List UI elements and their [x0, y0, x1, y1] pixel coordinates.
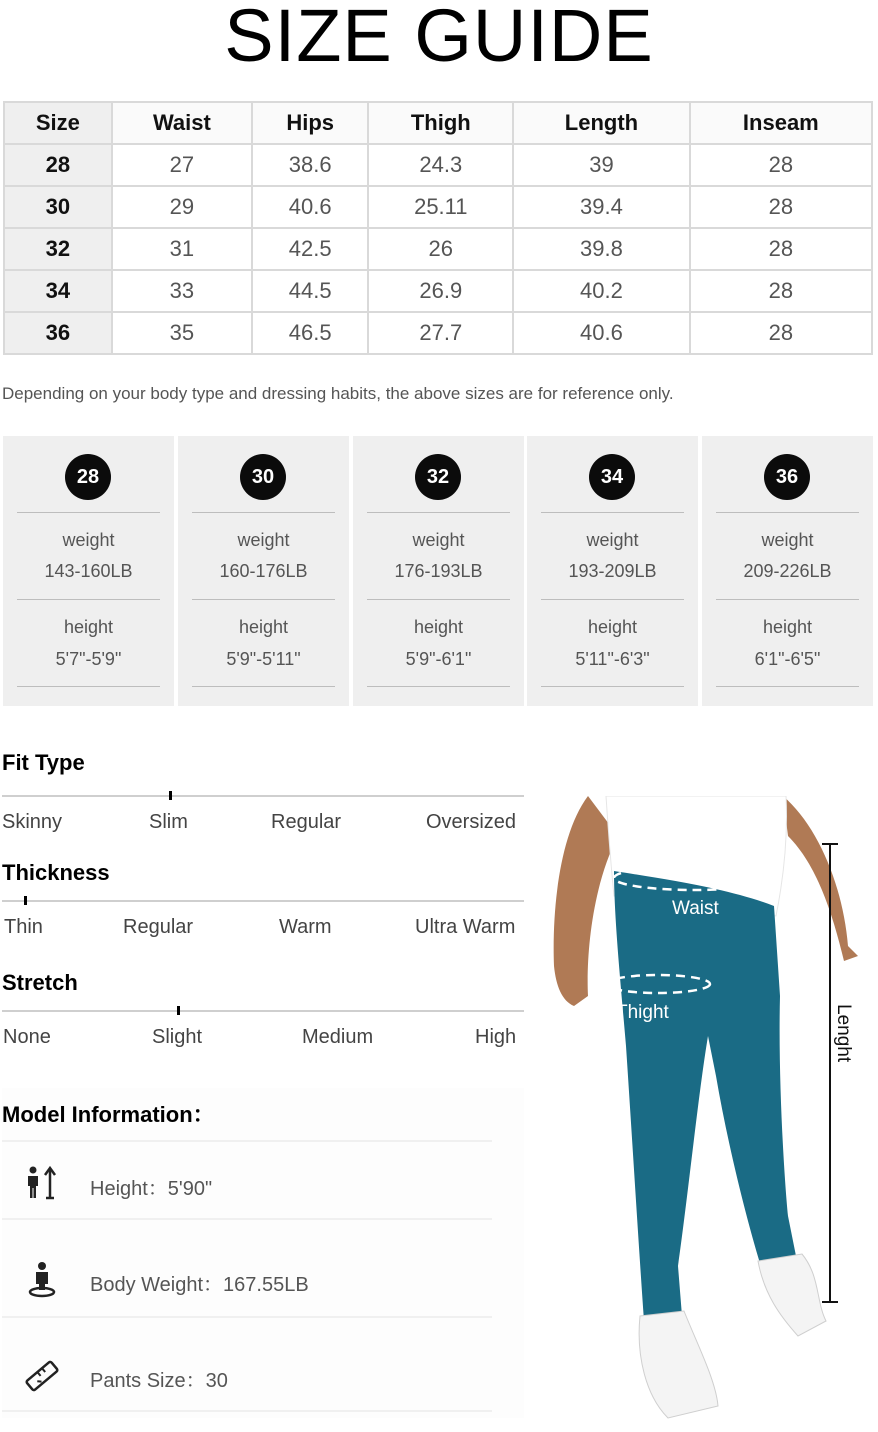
- right-arm: [783, 796, 858, 961]
- header-size: Size: [4, 102, 112, 144]
- table-cell: 29: [112, 186, 252, 228]
- stretch-marker: [177, 1006, 180, 1015]
- table-cell: 40.6: [513, 312, 689, 354]
- table-cell: 38.6: [252, 144, 368, 186]
- length-label: Lenght: [833, 1004, 854, 1063]
- thickness-option-warm: Warm: [279, 916, 332, 938]
- divider: [17, 512, 160, 513]
- table-cell: 31: [112, 228, 252, 270]
- size-card-34: [527, 436, 698, 706]
- size-cards: [3, 436, 875, 706]
- model-pants-size: Pants Size：30: [90, 1370, 228, 1392]
- pants: [614, 871, 798, 1321]
- thickness-option-thin: Thin: [4, 916, 43, 938]
- table-cell: 25.11: [368, 186, 513, 228]
- size-card-36: [702, 436, 873, 706]
- fit-option-regular: Regular: [271, 811, 342, 833]
- table-cell: 42.5: [252, 228, 368, 270]
- divider: [716, 686, 859, 687]
- fit-type-scale: [2, 795, 524, 797]
- table-cell: 28: [690, 228, 872, 270]
- stretch-option-none: None: [3, 1026, 51, 1048]
- table-row: [4, 270, 872, 312]
- fit-option-oversized: Oversized: [426, 811, 517, 833]
- table-cell: 28: [690, 144, 872, 186]
- thickness-title: Thickness: [2, 860, 110, 885]
- model-body-weight: Body Weight：167.55LB: [90, 1274, 309, 1296]
- height-value: 5'11"-6'3": [575, 649, 650, 669]
- table-cell: 46.5: [252, 312, 368, 354]
- table-cell: 40.6: [252, 186, 368, 228]
- size-badge: 30: [240, 454, 286, 500]
- model-height: Height：5'90": [90, 1178, 213, 1200]
- weight-value: 193-209LB: [568, 561, 657, 581]
- weight-label: weight: [62, 530, 115, 550]
- weight-label: weight: [586, 530, 639, 550]
- fit-type-marker: [169, 791, 172, 800]
- model-figure: [548, 796, 878, 1432]
- size-card-30: [178, 436, 349, 706]
- reference-note: Depending on your body type and dressing habits, the above sizes are for reference only.: [2, 384, 674, 403]
- size-badge: 28: [65, 454, 111, 500]
- fit-option-skinny: Skinny: [2, 811, 63, 833]
- table-cell: 28: [690, 186, 872, 228]
- header-thigh: Thigh: [368, 102, 513, 144]
- header-length: Length: [513, 102, 689, 144]
- stretch-title: Stretch: [2, 970, 78, 995]
- divider: [2, 1410, 492, 1412]
- thickness-option-ultra-warm: Ultra Warm: [415, 916, 516, 938]
- height-value: 5'9"-5'11": [226, 649, 301, 669]
- height-value: 5'7"-5'9": [55, 649, 122, 669]
- fit-option-slim: Slim: [149, 811, 188, 833]
- height-label: height: [762, 617, 813, 637]
- fit-type-title: Fit Type: [2, 750, 85, 775]
- stretch-option-slight: Slight: [152, 1026, 203, 1048]
- size-card-32: [353, 436, 524, 706]
- height-label: height: [413, 617, 464, 637]
- table-cell: 24.3: [368, 144, 513, 186]
- height-icon: [22, 1164, 62, 1204]
- table-cell: 34: [4, 270, 112, 312]
- table-cell: 28: [690, 270, 872, 312]
- size-badge: 36: [764, 454, 810, 500]
- header-waist: Waist: [112, 102, 252, 144]
- model-weight-row: [2, 1246, 492, 1316]
- weight-value: 160-176LB: [219, 561, 308, 581]
- table-cell: 28: [690, 312, 872, 354]
- thigh-label: Thight: [616, 1002, 669, 1023]
- table-row: [4, 312, 872, 354]
- size-table: [3, 101, 873, 355]
- table-cell: 40.2: [513, 270, 689, 312]
- weight-label: weight: [761, 530, 814, 550]
- size-card-28: [3, 436, 174, 706]
- table-cell: 44.5: [252, 270, 368, 312]
- header-hips: Hips: [252, 102, 368, 144]
- table-row: [4, 228, 872, 270]
- size-badge: 34: [589, 454, 635, 500]
- divider: [17, 599, 160, 600]
- table-cell: 36: [4, 312, 112, 354]
- stretch-option-medium: Medium: [302, 1026, 374, 1048]
- divider: [367, 686, 510, 687]
- table-cell: 33: [112, 270, 252, 312]
- divider: [2, 1316, 492, 1318]
- model-pants-row: [2, 1342, 492, 1412]
- table-cell: 26.9: [368, 270, 513, 312]
- divider: [541, 599, 684, 600]
- weight-value: 176-193LB: [394, 561, 483, 581]
- table-cell: 39.8: [513, 228, 689, 270]
- divider: [192, 686, 335, 687]
- weight-label: weight: [412, 530, 465, 550]
- body-weight-icon: [22, 1260, 62, 1300]
- divider: [192, 512, 335, 513]
- model-height-row: [2, 1150, 492, 1220]
- height-value: 6'1"-6'5": [754, 649, 821, 669]
- table-cell: 27.7: [368, 312, 513, 354]
- table-cell: 27: [112, 144, 252, 186]
- left-shoe: [639, 1311, 718, 1418]
- divider: [2, 1218, 492, 1220]
- thickness-option-regular: Regular: [123, 916, 194, 938]
- ruler-icon: [22, 1356, 62, 1396]
- table-cell: 32: [4, 228, 112, 270]
- table-cell: 39: [513, 144, 689, 186]
- table-header-row: [4, 102, 872, 144]
- weight-label: weight: [237, 530, 290, 550]
- table-cell: 30: [4, 186, 112, 228]
- height-label: height: [63, 617, 114, 637]
- divider: [541, 512, 684, 513]
- divider: [716, 512, 859, 513]
- model-information: [2, 1088, 524, 1418]
- table-cell: 28: [4, 144, 112, 186]
- right-shoe: [758, 1254, 826, 1336]
- model-info-title: Model Information：: [2, 1102, 215, 1127]
- table-row: [4, 186, 872, 228]
- height-label: height: [587, 617, 638, 637]
- divider: [367, 512, 510, 513]
- divider: [367, 599, 510, 600]
- weight-value: 209-226LB: [743, 561, 832, 581]
- divider: [716, 599, 859, 600]
- divider: [192, 599, 335, 600]
- table-cell: 26: [368, 228, 513, 270]
- table-cell: 35: [112, 312, 252, 354]
- thickness-scale: [2, 900, 524, 902]
- divider: [541, 686, 684, 687]
- header-inseam: Inseam: [690, 102, 872, 144]
- page-title: SIZE GUIDE: [224, 0, 654, 77]
- height-label: height: [238, 617, 289, 637]
- divider: [2, 1140, 492, 1142]
- table-row: [4, 144, 872, 186]
- table-cell: 39.4: [513, 186, 689, 228]
- divider: [17, 686, 160, 687]
- height-value: 5'9"-6'1": [405, 649, 472, 669]
- weight-value: 143-160LB: [44, 561, 133, 581]
- thickness-marker: [24, 896, 27, 905]
- stretch-option-high: High: [475, 1026, 517, 1048]
- size-badge: 32: [415, 454, 461, 500]
- waist-label: Waist: [672, 898, 719, 919]
- stretch-scale: [2, 1010, 524, 1012]
